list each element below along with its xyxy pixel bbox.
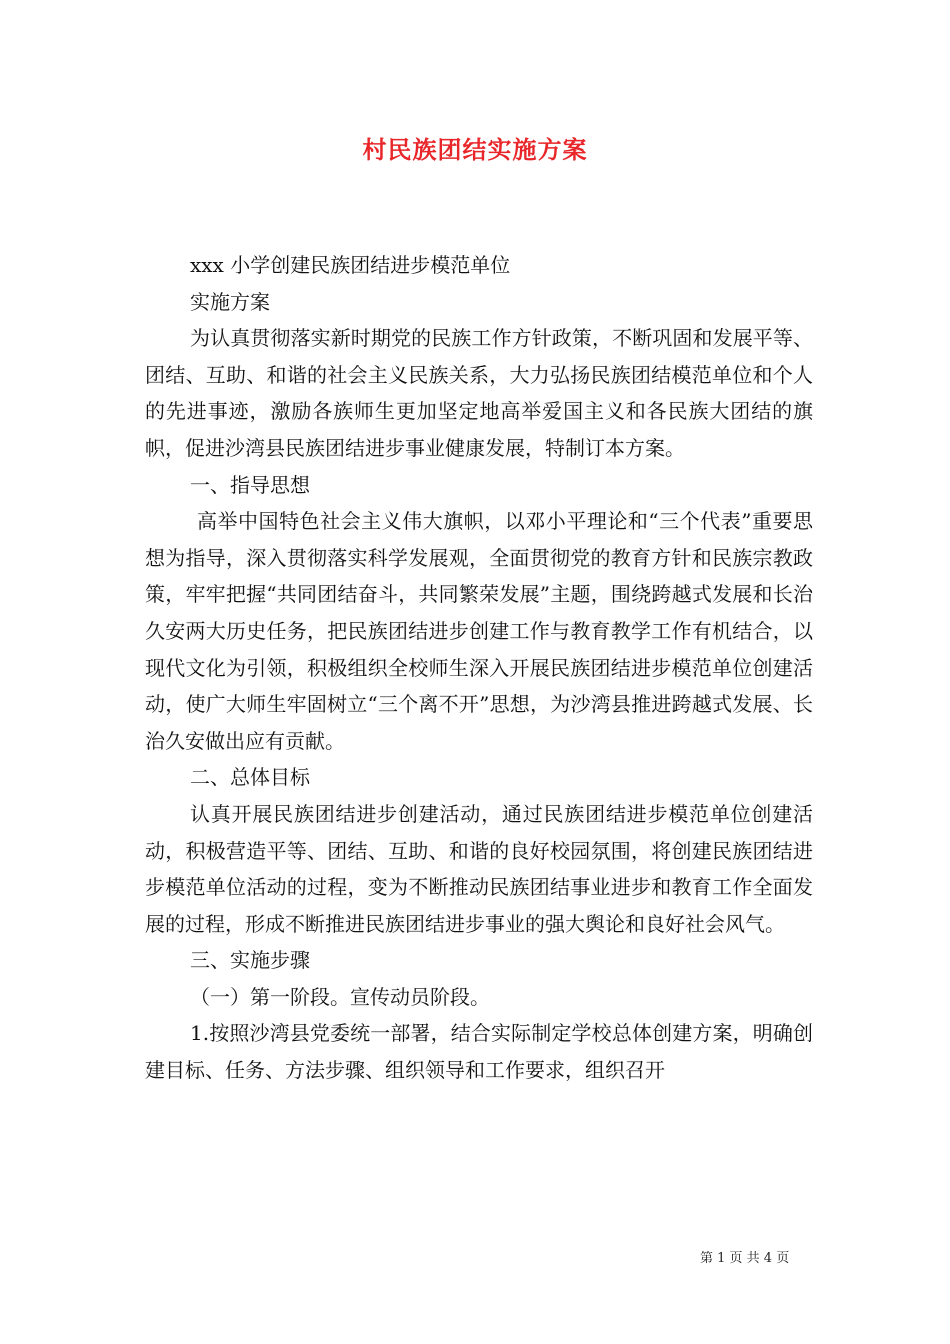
school-line: xxx 小学创建民族团结进步模范单位 (190, 253, 511, 277)
guiding-thought-paragraph: 高举中国特色社会主义伟大旗帜，以邓小平理论和“三个代表”重要思想为指导，深入贯彻落实科学发展观，全面贯彻党的教育方针和民族宗教政策，牢牢把握“共同团结奋斗，共同繁荣发展”主题，围绕跨越式发展和长治久安两大历史任务，把民族团结进步创建工作与教育教学工作有机结合，以现代文化为引领，积极组织全校师生深入开展民族团结进步模范单位创建活动，使广大师生牢固树立“三个离不开”思想，为沙湾县推进跨越式发展、长治久安做出应有贡献。 (145, 509, 813, 753)
section-heading-guiding-thought: 一、指导思想 (190, 472, 310, 497)
section-heading-overall-goal: 二、总体目标 (190, 765, 310, 790)
overall-goal-paragraph: 认真开展民族团结进步创建活动，通过民族团结进步模范单位创建活动，积极营造平等、团结、互助、和谐的良好校园氛围，将创建民族团结进步模范单位活动的过程，变为不断推动民族团结事业进步和教育工作全面发展的过程，形成不断推进民族团结进步事业的强大舆论和良好社会风气。 (145, 801, 813, 936)
document-body (145, 247, 813, 1089)
step-one-paragraph: 1.按照沙湾县党委统一部署，结合实际制定学校总体创建方案，明确创建目标、任务、方法步骤、组织领导和工作要求，组织召开 (145, 1021, 813, 1083)
page-number: 第 1 页 共 4 页 (700, 1251, 790, 1266)
plan-subtitle: 实施方案 (190, 289, 270, 314)
section-heading-steps: 三、实施步骤 (190, 948, 310, 973)
document-title: 村民族团结实施方案 (362, 135, 588, 164)
phase-one-heading: （一）第一阶段。宣传动员阶段。 (190, 984, 490, 1009)
intro-paragraph: 为认真贯彻落实新时期党的民族工作方针政策，不断巩固和发展平等、团结、互助、和谐的社会主义民族关系，大力弘扬民族团结模范单位和个人的先进事迹，激励各族师生更加坚定地高举爱国主义和各民族大团结的旗帜，促进沙湾县民族团结进步事业健康发展，特制订本方案。 (145, 326, 813, 460)
